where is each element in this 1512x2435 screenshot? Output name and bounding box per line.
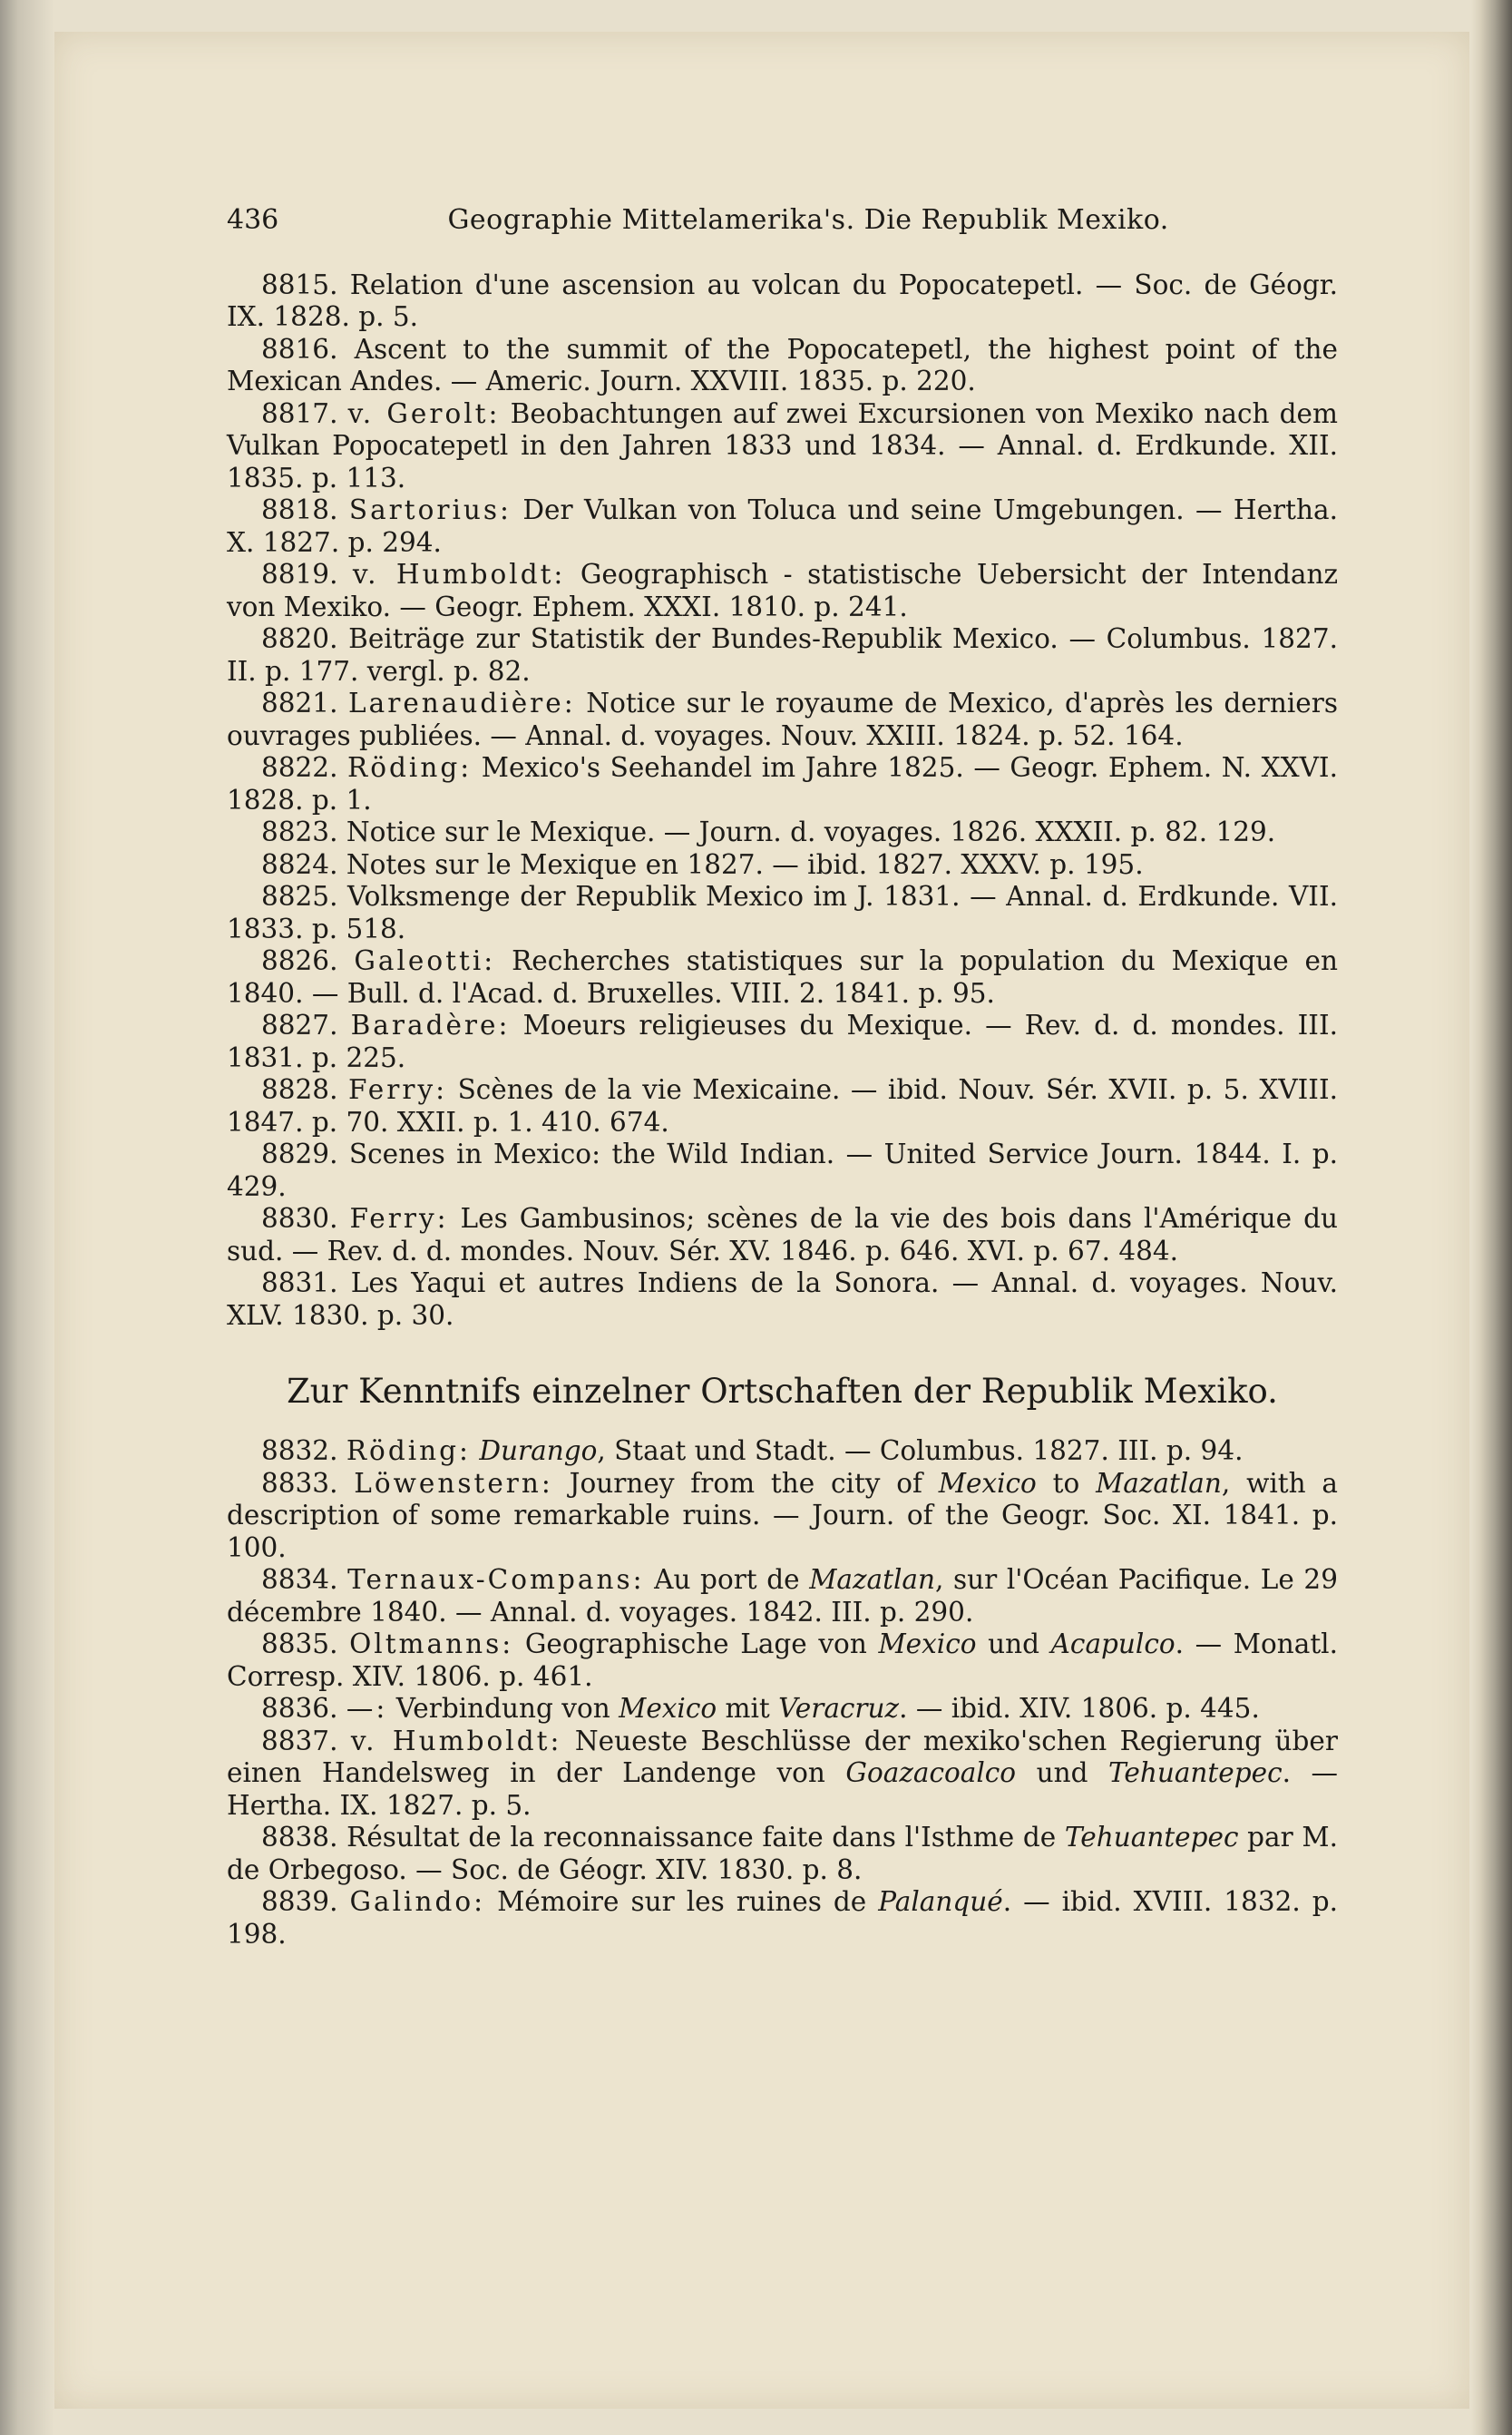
bibliography-list-volcano-statistics: [227, 269, 1338, 1333]
place-name: Mexico: [619, 1693, 717, 1724]
entry-number: 8838.: [261, 1822, 338, 1853]
bibliography-entry: [227, 1822, 1338, 1886]
place-name: Mazatlan: [809, 1564, 936, 1595]
entry-number: 8828.: [261, 1074, 338, 1105]
entry-number: 8824.: [261, 848, 338, 880]
entry-text: Ascent to the summit of the Popocatepetl, the highest point of the Mexican Andes. — Americ. Journ. XXVIII. 1835. p. 220.: [227, 333, 1338, 396]
bibliography-entry: [227, 1267, 1338, 1332]
entry-text: Scènes de la vie Mexicaine. — ibid. Nouv. Sér. XVII. p. 5. XVIII. 1847. p. 70. XXII. p. 1. 410. 674.: [227, 1074, 1338, 1138]
place-name: Tehuantepec: [1107, 1757, 1283, 1788]
entry-text: Journey from the city of: [569, 1467, 939, 1499]
section-heading: Zur Kenntnifs einzelner Ortschaften der Republik Mexiko.: [287, 1372, 1278, 1411]
entry-author: Sartorius:: [348, 494, 512, 525]
entry-text: , Staat und Stadt. — Columbus. 1827. III. p. 94.: [597, 1435, 1244, 1466]
place-name: Mexico: [878, 1628, 977, 1659]
entry-number: 8827.: [261, 1010, 338, 1041]
entry-text: . — ibid. XIV. 1806. p. 445.: [899, 1693, 1260, 1724]
place-name: Tehuantepec: [1064, 1822, 1239, 1853]
bibliography-entry: [227, 398, 1338, 495]
entry-text: mit: [717, 1693, 779, 1724]
entry-number: 8831.: [261, 1267, 338, 1298]
bibliography-entry: [227, 817, 1338, 849]
entry-text: Beobachtungen auf zwei Excursionen von Mexiko nach dem Vulkan Popocatepetl in den Jahren 1833 und 1834. — Annal. d. Erdkunde. XII. 1835. p. 113.: [227, 397, 1338, 494]
entry-author: Röding:: [346, 1435, 471, 1466]
entry-number: 8830.: [261, 1203, 338, 1234]
bibliography-entry: [227, 1468, 1338, 1565]
bibliography-entry: [227, 881, 1338, 945]
place-name: Acapulco: [1050, 1628, 1175, 1659]
entry-author: v. Humboldt:: [350, 1725, 562, 1756]
bibliography-list-places: [227, 1435, 1338, 1951]
entry-number: 8833.: [261, 1467, 338, 1499]
bibliography-entry: [227, 494, 1338, 559]
entry-number: 8832.: [261, 1435, 338, 1466]
entry-text: Mémoire sur les ruines de: [497, 1886, 879, 1917]
bibliography-entry: [227, 1564, 1338, 1628]
entry-text: Geographisch - statistische Uebersicht der Intendanz von Mexiko. — Geogr. Ephem. XXXI. 1810. p. 241.: [227, 559, 1338, 622]
entry-number: 8835.: [261, 1628, 338, 1659]
entry-text: to: [1036, 1467, 1097, 1499]
entry-author: v. Gerolt:: [347, 397, 501, 429]
entry-text: Notice sur le Mexique. — Journ. d. voyages. 1826. XXXII. p. 82. 129.: [346, 817, 1276, 847]
entry-text: Relation d'une ascension au volcan du Popocatepetl. — Soc. de Géogr. IX. 1828. p. 5.: [227, 269, 1338, 332]
bibliography-entry: [227, 269, 1338, 334]
bibliography-entry: [227, 752, 1338, 817]
entry-number: 8823.: [261, 817, 338, 847]
entry-text: Les Yaqui et autres Indiens de la Sonora. — Annal. d. voyages. Nouv. XLV. 1830. p. 30.: [227, 1267, 1338, 1331]
place-name: Mexico: [938, 1467, 1037, 1499]
entry-author: Ferry:: [347, 1074, 448, 1105]
entry-text: , with a description of some remarkable ruins. — Journ. of the Geogr. Soc. XI. 1841. p. 100.: [227, 1467, 1339, 1563]
entry-text: Moeurs religieuses du Mexique. — Rev. d. d. mondes. III. 1831. p. 225.: [227, 1010, 1338, 1073]
running-header: [227, 204, 1338, 237]
bibliography-entry: [227, 1010, 1338, 1074]
entry-author: Ferry:: [349, 1203, 449, 1234]
entry-text: Geographische Lage von: [524, 1628, 879, 1659]
entry-number: 8822.: [261, 752, 338, 783]
entry-number: 8819.: [261, 559, 338, 590]
entry-text: Recherches statistiques sur la population du Mexique en 1840. — Bull. d. l'Acad. d. Bruxelles. VIII. 2. 1841. p. 95.: [227, 945, 1338, 1009]
entry-author: Galeotti:: [354, 945, 496, 976]
entry-text: . — ibid. XVIII. 1832. p. 198.: [227, 1886, 1338, 1950]
entry-number: 8837.: [261, 1725, 338, 1756]
entry-text: Notice sur le royaume de Mexico, d'après les derniers ouvrages publiées. — Annal. d. voyages. Nouv. XXIII. 1824. p. 52. 164.: [227, 688, 1338, 751]
place-name: Durango: [479, 1435, 598, 1466]
bibliography-entry: [227, 1203, 1338, 1267]
entry-text: Beiträge zur Statistik der Bundes-Republik Mexico. — Columbus. 1827. II. p. 177. vergl. p. 82.: [227, 623, 1338, 687]
entry-number: 8815.: [261, 269, 338, 300]
bibliography-entry: [227, 1628, 1338, 1693]
page-text: [227, 204, 1338, 1951]
bibliography-entry: [227, 559, 1338, 623]
page-number: 436: [227, 204, 279, 236]
bibliography-entry: [227, 849, 1338, 882]
entry-author: v. Humboldt:: [352, 559, 566, 590]
bibliography-entry: [227, 334, 1338, 398]
entry-number: 8839.: [261, 1886, 338, 1917]
entry-author: Oltmanns:: [349, 1628, 514, 1659]
entry-number: 8829.: [261, 1139, 338, 1169]
entry-author: Baradère:: [350, 1010, 511, 1041]
entry-text: Au port de: [654, 1564, 810, 1595]
entry-author: Röding:: [347, 752, 473, 783]
place-name: Palanqué: [878, 1886, 1003, 1917]
place-name: Veracruz: [778, 1693, 900, 1724]
entry-author: Löwenstern:: [354, 1467, 553, 1499]
bibliography-entry: [227, 688, 1338, 752]
entry-text: Verbindung von: [395, 1693, 619, 1724]
entry-text: Mexico's Seehandel im Jahre 1825. — Geogr. Ephem. N. XXVI. 1828. p. 1.: [227, 752, 1338, 816]
entry-text: Les Gambusinos; scènes de la vie des bois dans l'Amérique du sud. — Rev. d. d. mondes. Nouv. Sér. XV. 1846. p. 646. XVI. p. 67. 484.: [227, 1203, 1338, 1266]
place-name: Mazatlan: [1096, 1467, 1222, 1499]
entry-number: 8816.: [261, 333, 338, 365]
bibliography-entry: [227, 1139, 1338, 1203]
entry-text: par M. de Orbegoso. — Soc. de Géogr. XIV. 1830. p. 8.: [227, 1822, 1338, 1885]
bibliography-entry: [227, 623, 1338, 688]
entry-text: . — Monatl. Corresp. XIV. 1806. p. 461.: [227, 1628, 1338, 1692]
entry-number: 8826.: [261, 945, 338, 976]
entry-number: 8836.: [261, 1693, 338, 1724]
entry-text: und: [1016, 1757, 1108, 1788]
entry-author: —:: [346, 1693, 388, 1724]
entry-author: Ternaux-Compans:: [347, 1564, 645, 1595]
bibliography-entry: [227, 1886, 1338, 1951]
entry-text: Volksmenge der Republik Mexico im J. 1831. — Annal. d. Erdkunde. VII. 1833. p. 518.: [227, 881, 1338, 944]
entry-number: 8834.: [261, 1564, 338, 1595]
entry-author: Larenaudière:: [348, 688, 576, 719]
entry-text: , sur l'Océan Pacifique. Le 29 décembre 1840. — Annal. d. voyages. 1842. III. p. 290.: [227, 1564, 1338, 1628]
entry-number: 8817.: [261, 397, 338, 429]
bibliography-entry: [227, 1726, 1338, 1823]
entry-text: Neueste Beschlüsse der mexiko'schen Regierung über einen Handelsweg in der Landenge von: [227, 1725, 1338, 1788]
entry-number: 8818.: [261, 494, 338, 525]
bibliography-entry: [227, 1074, 1338, 1139]
entry-text: Scenes in Mexico: the Wild Indian. — United Service Journ. 1844. I. p. 429.: [227, 1139, 1339, 1202]
bibliography-entry: [227, 945, 1338, 1010]
entry-number: 8821.: [261, 688, 338, 719]
entry-text: Notes sur le Mexique en 1827. — ibid. 1827. XXXV. p. 195.: [346, 848, 1144, 880]
entry-number: 8820.: [261, 623, 338, 654]
entry-text: Der Vulkan von Toluca und seine Umgebungen. — Hertha. X. 1827. p. 294.: [227, 494, 1338, 558]
book-binding-edge: [1471, 0, 1512, 2435]
place-name: Goazacoalco: [845, 1757, 1017, 1788]
bibliography-entry: [227, 1693, 1338, 1726]
running-title: Geographie Mittelamerika's. Die Republik Mexiko.: [447, 204, 1169, 236]
entry-number: 8825.: [261, 881, 338, 912]
entry-text: . — Hertha. IX. 1827. p. 5.: [227, 1757, 1338, 1821]
entry-text: Résultat de la reconnaissance faite dans l'Isthme de: [346, 1822, 1065, 1853]
entry-author: Galindo:: [349, 1886, 486, 1917]
bibliography-entry: [227, 1435, 1338, 1468]
entry-text: und: [976, 1628, 1051, 1659]
